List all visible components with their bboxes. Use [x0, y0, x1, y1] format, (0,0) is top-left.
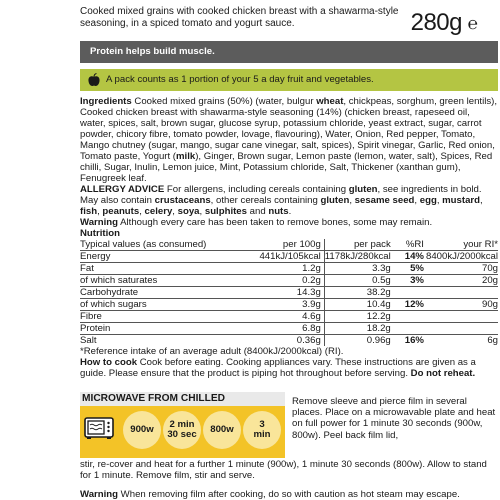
- nutrition-cell: 441kJ/105kcal: [209, 251, 324, 263]
- nutrition-cell: 8400kJ/2000kcal: [425, 251, 498, 262]
- nutrition-cell: Fat: [80, 263, 94, 274]
- bones-warning-text: Although every care has been taken to remove bones, some may remain.: [118, 217, 433, 228]
- plain-text: , see ingredients in bold. May also contain: [80, 184, 482, 206]
- nutrition-cell: [426, 311, 498, 323]
- nutrition-cell: Energy: [80, 251, 111, 262]
- nutrition-table: [80, 239, 498, 346]
- allergen-bold-text: fish: [80, 206, 98, 217]
- plain-text: ,: [139, 206, 145, 217]
- plain-text: ,: [97, 206, 103, 217]
- nutrition-cell: 6g: [487, 335, 498, 346]
- plain-text: ,: [414, 195, 420, 206]
- nutrition-cell: [394, 323, 426, 335]
- nutrition-cell: 1.2g: [209, 263, 324, 275]
- header-cell: %RI: [405, 239, 424, 250]
- allergen-bold-text: sesame seed: [354, 195, 415, 206]
- plain-text: ,: [349, 195, 355, 206]
- allergen-bold-text: celery: [144, 206, 173, 217]
- bones-warning: [80, 217, 498, 228]
- plain-text: ,: [199, 206, 205, 217]
- microwave-instructions-side: Remove sleeve and pierce film in several places. Place on a microwavable plate and heat on full power for 1 minute 30 seconds (900w, 800w). Peel back film lid,: [292, 396, 496, 441]
- nutrition-cell: Fibre: [80, 311, 102, 322]
- nutrition-cell: 16%: [404, 335, 424, 346]
- portion-text: A pack counts as 1 portion of your 5 a day fruit and vegetables.: [106, 74, 374, 85]
- nutrition-cell: 12.2g: [366, 311, 391, 322]
- ri-footnote: *Reference intake of an average adult (8400kJ/2000kcal) (RI).: [80, 346, 344, 357]
- nutrition-cell: Protein: [80, 323, 111, 334]
- nutrition-row: [80, 335, 498, 347]
- nutrition-cell: 14%: [404, 251, 424, 262]
- nutrition-cell: 0.2g: [209, 275, 324, 287]
- nutrition-cell: of which saturates: [80, 275, 158, 286]
- microwave-instructions-continued: stir, re-cover and heat for a further 1 minute (900w), 1 minute 30 seconds (800w). Allow to stand for 1 minute. Remove film, stir and serve.: [80, 459, 487, 482]
- nutrition-cell: 1178kJ/280kcal: [324, 251, 391, 262]
- estimated-sign: ℮: [467, 14, 478, 33]
- circle-label: 2 min 30 sec: [167, 419, 197, 440]
- nutrition-cell: of which sugars: [80, 299, 147, 310]
- nutrition-cell: 70g: [481, 263, 498, 274]
- header-cell: your RI*: [463, 239, 498, 250]
- power-800w-circle: [203, 411, 241, 449]
- nutrition-cell: 14.3g: [209, 287, 324, 299]
- how-to-cook-label: How to cook: [80, 357, 138, 368]
- nutrition-row: [80, 311, 498, 323]
- how-to-cook: [80, 357, 498, 379]
- circle-label: 800w: [210, 424, 234, 435]
- net-weight: 280g: [410, 9, 462, 36]
- time-2min30-circle: [163, 411, 201, 449]
- plain-text: , chickpeas, sorghum, green lentils), Cooked chicken breast with shawarma-style seasoning (14%) (chicken breast, rapeseed oil, water, spices, salt, brown sugar, glucose syrup, potassium chloride, yeast extract, sugar, carrot powder, chicory fibre, tomato powder, lovage, flavouring), Water, Onion, Red pepper, Tomato, Mango chutney (sugar, mango, sugar cane vinegar, salt, spices), Spirit vinegar, Garlic, Red onion, Tomato paste, Yogurt (: [80, 96, 497, 162]
- header: [80, 6, 478, 40]
- nutrition-cell: [426, 323, 498, 335]
- ingredients-paragraph: [80, 96, 498, 184]
- product-description: Cooked mixed grains with cooked chicken breast with a shawarma-style seasoning, in a spiced tomato and yogurt sauce.: [80, 6, 399, 29]
- plain-text: and: [246, 206, 269, 217]
- nutrition-row: [80, 263, 498, 275]
- header-cell: Typical values (as consumed): [80, 239, 207, 250]
- allergen-bold-text: ALLERGY ADVICE: [80, 184, 165, 195]
- nutrition-header-row: [80, 239, 498, 251]
- nutrition-cell: 38.2g: [366, 287, 391, 298]
- protein-banner: Protein helps build muscle.: [80, 41, 498, 63]
- allergen-bold-text: gluten: [348, 184, 378, 195]
- steam-warning: [80, 489, 498, 500]
- header-cell: per 100g: [209, 239, 324, 251]
- nutrition-cell: 0.5g: [372, 275, 391, 286]
- label-body: [80, 96, 498, 379]
- plain-text: .: [288, 206, 292, 217]
- nutrition-cell: 10.4g: [366, 299, 391, 310]
- nutrition-cell: Carbohydrate: [80, 287, 139, 298]
- nutrition-cell: 90g: [481, 299, 498, 310]
- nutrition-cell: [426, 287, 498, 299]
- nutrition-row: [80, 275, 498, 287]
- ingredients-label: Ingredients: [80, 96, 132, 107]
- nutrition-cell: 3.9g: [209, 299, 324, 311]
- nutrition-cell: 6.8g: [209, 323, 324, 335]
- microwave-section: [80, 392, 498, 500]
- plain-text: , other cereals containing: [210, 195, 321, 206]
- plain-text: ,: [436, 195, 443, 206]
- allergen-bold-text: mustard: [442, 195, 481, 206]
- allergen-bold-text: soya: [177, 206, 200, 217]
- plain-text: Cooked mixed grains (50%) (water, bulgur: [131, 96, 317, 107]
- allergen-bold-text: milk: [176, 151, 196, 162]
- steam-warning-text: When removing film after cooking, do so with caution as hot steam may escape.: [118, 489, 460, 500]
- nutrition-cell: [394, 311, 426, 323]
- circle-label: 900w: [130, 424, 154, 435]
- nutrition-row: [80, 251, 498, 263]
- allergen-bold-text: nuts: [268, 206, 289, 217]
- portion-banner: [80, 69, 498, 91]
- nutrition-cell: 20g: [481, 275, 498, 286]
- bones-warning-label: Warning: [80, 217, 119, 228]
- nutrition-row: [80, 299, 498, 311]
- allergen-bold-text: peanuts: [102, 206, 140, 217]
- how-to-cook-text: Cook before eating. Cooking appliances vary. These instructions are given as a guide. Please ensure that the product is piping hot throughout before serving.: [80, 357, 476, 379]
- microwave-title: MICROWAVE FROM CHILLED: [80, 392, 285, 406]
- nutrition-cell: 3%: [410, 275, 424, 286]
- allergen-bold-text: crustaceans: [154, 195, 211, 206]
- nutrition-row: [80, 287, 498, 299]
- nutrition-cell: Salt: [80, 335, 97, 346]
- nutrition-row: [80, 323, 498, 335]
- plain-text: ,: [172, 206, 178, 217]
- time-3min-circle: [243, 411, 281, 449]
- allergen-bold-text: wheat: [316, 96, 344, 107]
- power-900w-circle: [123, 411, 161, 449]
- allergen-bold-text: sulphites: [204, 206, 247, 217]
- allergen-bold-text: gluten: [320, 195, 350, 206]
- plain-text: ,: [480, 195, 483, 206]
- nutrition-cell: 3.3g: [372, 263, 391, 274]
- microwave-icon: [84, 416, 114, 440]
- nutrition-cell: [394, 287, 426, 299]
- nutrition-cell: 0.96g: [366, 335, 391, 346]
- microwave-settings-box: [80, 406, 285, 458]
- allergen-bold-text: egg: [419, 195, 437, 206]
- nutrition-cell: 4.6g: [209, 311, 324, 323]
- allergy-paragraph: [80, 184, 498, 217]
- nutrition-cell: 0.36g: [209, 335, 324, 347]
- nutrition-title: Nutrition: [80, 228, 120, 239]
- plain-text: For allergens, including cereals containing: [164, 184, 349, 195]
- plain-text: ), Ginger, Brown sugar, Lemon paste (lemon, water, salt), Spices, Red chilli, Sugar, Inulin, Lemon juice, Mint, Potassium chloride, Salt, Thickener (xanthan gum), Fenugreek leaf.: [80, 151, 493, 184]
- nutrition-cell: 5%: [410, 263, 424, 274]
- nutrition-cell: 12%: [404, 299, 424, 310]
- header-cell: per pack: [353, 239, 391, 250]
- steam-warning-label: Warning: [80, 489, 119, 500]
- circle-label: 3 min: [253, 419, 271, 440]
- apple-icon: [88, 73, 100, 87]
- do-not-reheat: Do not reheat.: [410, 368, 476, 379]
- nutrition-cell: 18.2g: [366, 323, 391, 334]
